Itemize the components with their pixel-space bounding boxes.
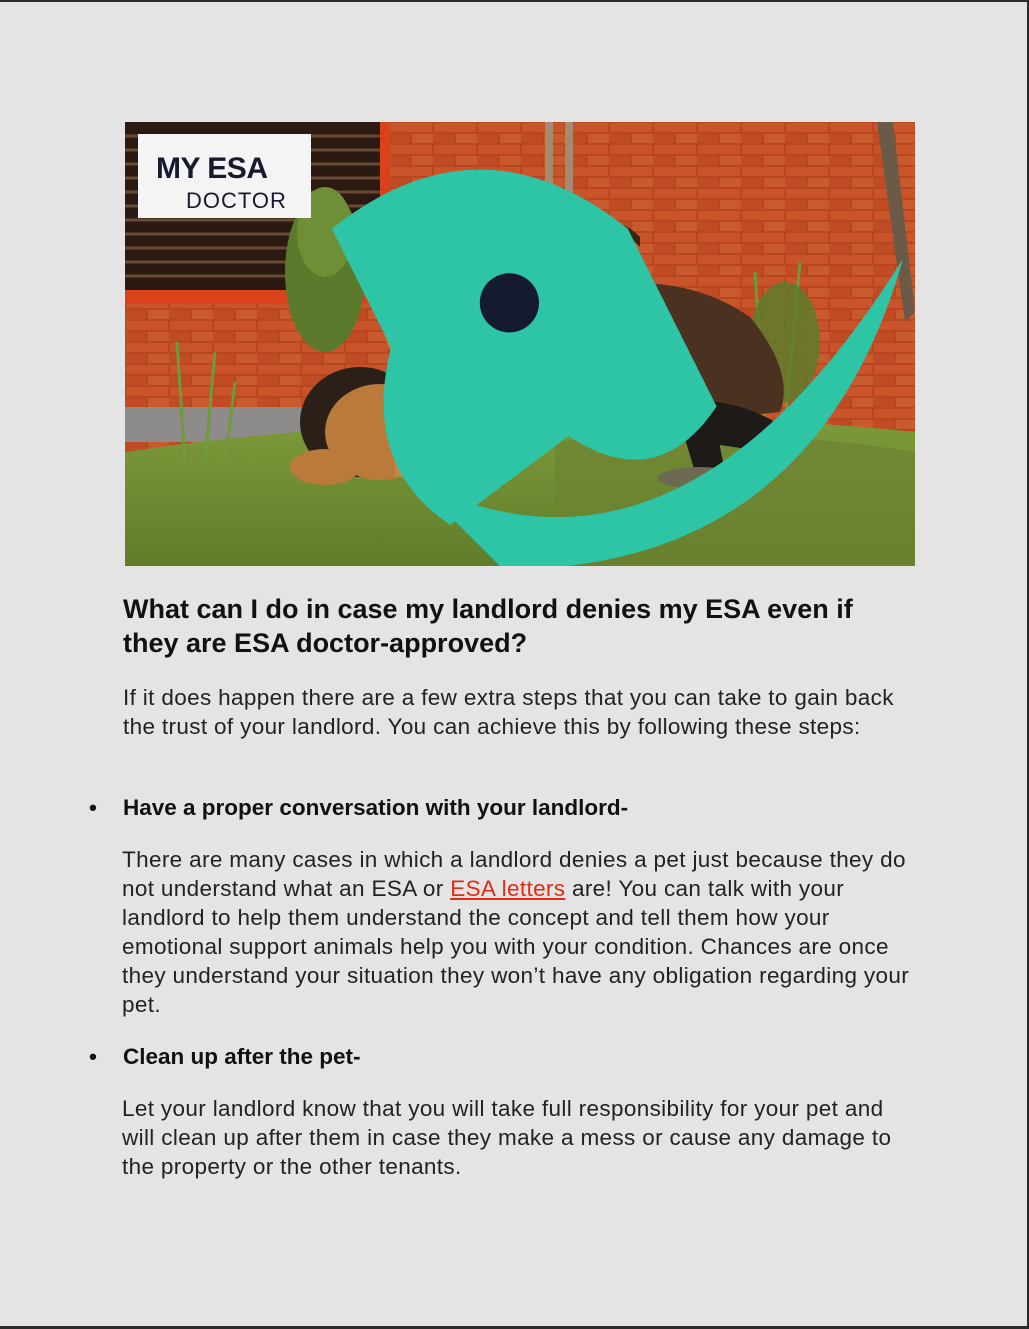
section-paragraph-conversation bbox=[122, 845, 912, 1019]
bullet-icon: • bbox=[89, 795, 97, 820]
bullet-icon: • bbox=[89, 1044, 97, 1069]
esa-letters-link[interactable]: ESA letters bbox=[450, 876, 566, 901]
section-paragraph-cleanup: Let your landlord know that you will take full responsibility for your pet and will clean up after them in case they make a mess or cause any damage to the property or the other tenants. bbox=[122, 1096, 892, 1179]
section-title: Have a proper conversation with your landlord- bbox=[123, 795, 629, 820]
hero-photo bbox=[125, 122, 915, 566]
intro-paragraph: If it does happen there are a few extra steps that you can take to gain back the trust of your landlord. You can achieve this by following these steps: bbox=[123, 685, 894, 739]
section-title: Clean up after the pet- bbox=[123, 1044, 361, 1069]
logo-swoosh-icon bbox=[286, 170, 915, 566]
paragraph-text: are! You can talk with your landlord to help them understand the concept and tell them how your emotional support animals help you with your condition. Chances are once they understand your situation they won’t have any obligation regarding your pet. bbox=[122, 876, 910, 1017]
article-heading: What can I do in case my landlord denies my ESA even if they are ESA doctor-approved? bbox=[123, 594, 853, 658]
brand-logo bbox=[138, 134, 311, 218]
logo-text-primary: MY ESA bbox=[156, 152, 268, 185]
paragraph-text: There are many cases in which a landlord denies a pet just because they do not understand what an ESA or bbox=[122, 847, 906, 901]
logo-text-secondary: DOCTOR bbox=[186, 188, 287, 213]
